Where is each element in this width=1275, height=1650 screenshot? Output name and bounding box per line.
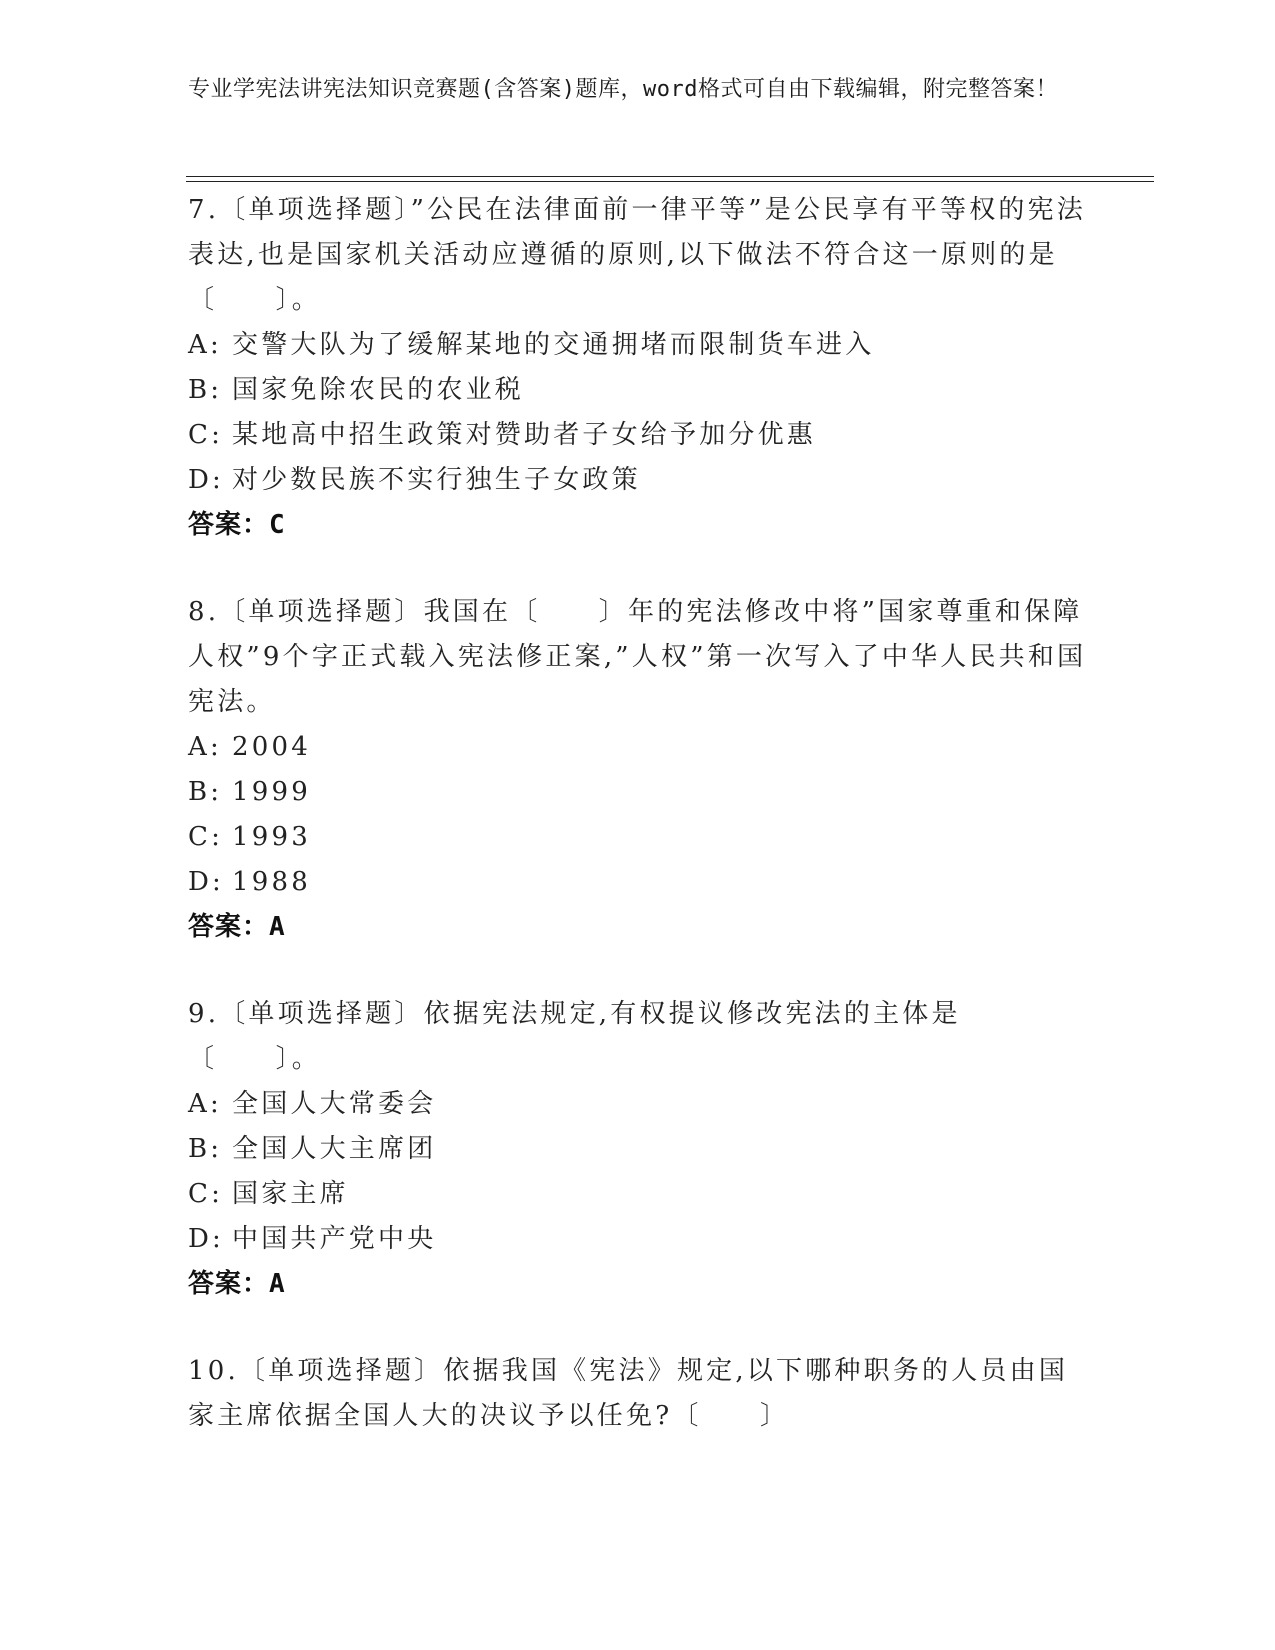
question-9 [188, 992, 1088, 1307]
option-c [188, 815, 1088, 860]
option-key: C: [188, 822, 224, 852]
option-b [188, 770, 1088, 815]
option-text: 1993 [232, 822, 311, 852]
option-key: D: [188, 465, 225, 495]
question-list [188, 188, 1088, 1439]
question-stem: 9.〔单项选择题〕依据宪法规定,有权提议修改宪法的主体是〔 〕。 [188, 999, 961, 1074]
option-text: 中国共产党中央 [232, 1224, 437, 1254]
option-text: 全国人大常委会 [232, 1089, 437, 1119]
option-a [188, 323, 1088, 368]
question-10 [188, 1349, 1088, 1439]
option-a [188, 725, 1088, 770]
option-b [188, 368, 1088, 413]
option-d [188, 1217, 1088, 1262]
option-text: 对少数民族不实行独生子女政策 [232, 465, 641, 495]
option-key: A: [188, 1089, 222, 1119]
option-d [188, 458, 1088, 503]
answer-label: 答案：A [188, 912, 286, 942]
option-d [188, 860, 1088, 905]
option-text: 国家免除农民的农业税 [232, 375, 525, 405]
spacer [188, 1307, 1088, 1349]
header-rule-top [186, 176, 1154, 177]
answer-label: 答案：A [188, 1269, 286, 1299]
spacer [188, 950, 1088, 992]
option-key: C: [188, 420, 224, 450]
question-stem: 7.〔单项选择题〕”公民在法律面前一律平等”是公民享有平等权的宪法表达,也是国家机关活动应遵循的原则,以下做法不符合这一原则的是〔 〕。 [188, 195, 1086, 315]
option-key: C: [188, 1179, 224, 1209]
option-c [188, 1172, 1088, 1217]
option-key: D: [188, 1224, 225, 1254]
answer-label: 答案：C [188, 510, 286, 540]
option-text: 2004 [232, 732, 311, 762]
option-text: 国家主席 [232, 1179, 349, 1209]
header-rule-bottom [186, 181, 1154, 182]
option-text: 1988 [232, 867, 311, 897]
option-text: 全国人大主席团 [232, 1134, 437, 1164]
spacer [188, 548, 1088, 590]
option-text: 1999 [232, 777, 311, 807]
option-a [188, 1082, 1088, 1127]
option-key: A: [188, 732, 222, 762]
option-key: D: [188, 867, 225, 897]
option-c [188, 413, 1088, 458]
question-8 [188, 590, 1088, 950]
option-key: A: [188, 330, 222, 360]
question-stem: 8.〔单项选择题〕我国在〔 〕年的宪法修改中将”国家尊重和保障人权”9个字正式载入宪法修正案,”人权”第一次写入了中华人民共和国宪法。 [188, 597, 1087, 717]
option-text: 交警大队为了缓解某地的交通拥堵而限制货车进入 [232, 330, 875, 360]
option-key: B: [188, 375, 223, 405]
option-key: B: [188, 777, 223, 807]
option-text: 某地高中招生政策对赞助者子女给予加分优惠 [232, 420, 817, 450]
option-b [188, 1127, 1088, 1172]
document-header: 专业学宪法讲宪法知识竞赛题(含答案)题库，word格式可自由下载编辑，附完整答案！ [188, 77, 1058, 102]
question-7 [188, 188, 1088, 548]
question-stem: 10.〔单项选择题〕依据我国《宪法》规定,以下哪种职务的人员由国家主席依据全国人大的决议予以任免?〔 〕 [188, 1356, 1069, 1431]
option-key: B: [188, 1134, 223, 1164]
